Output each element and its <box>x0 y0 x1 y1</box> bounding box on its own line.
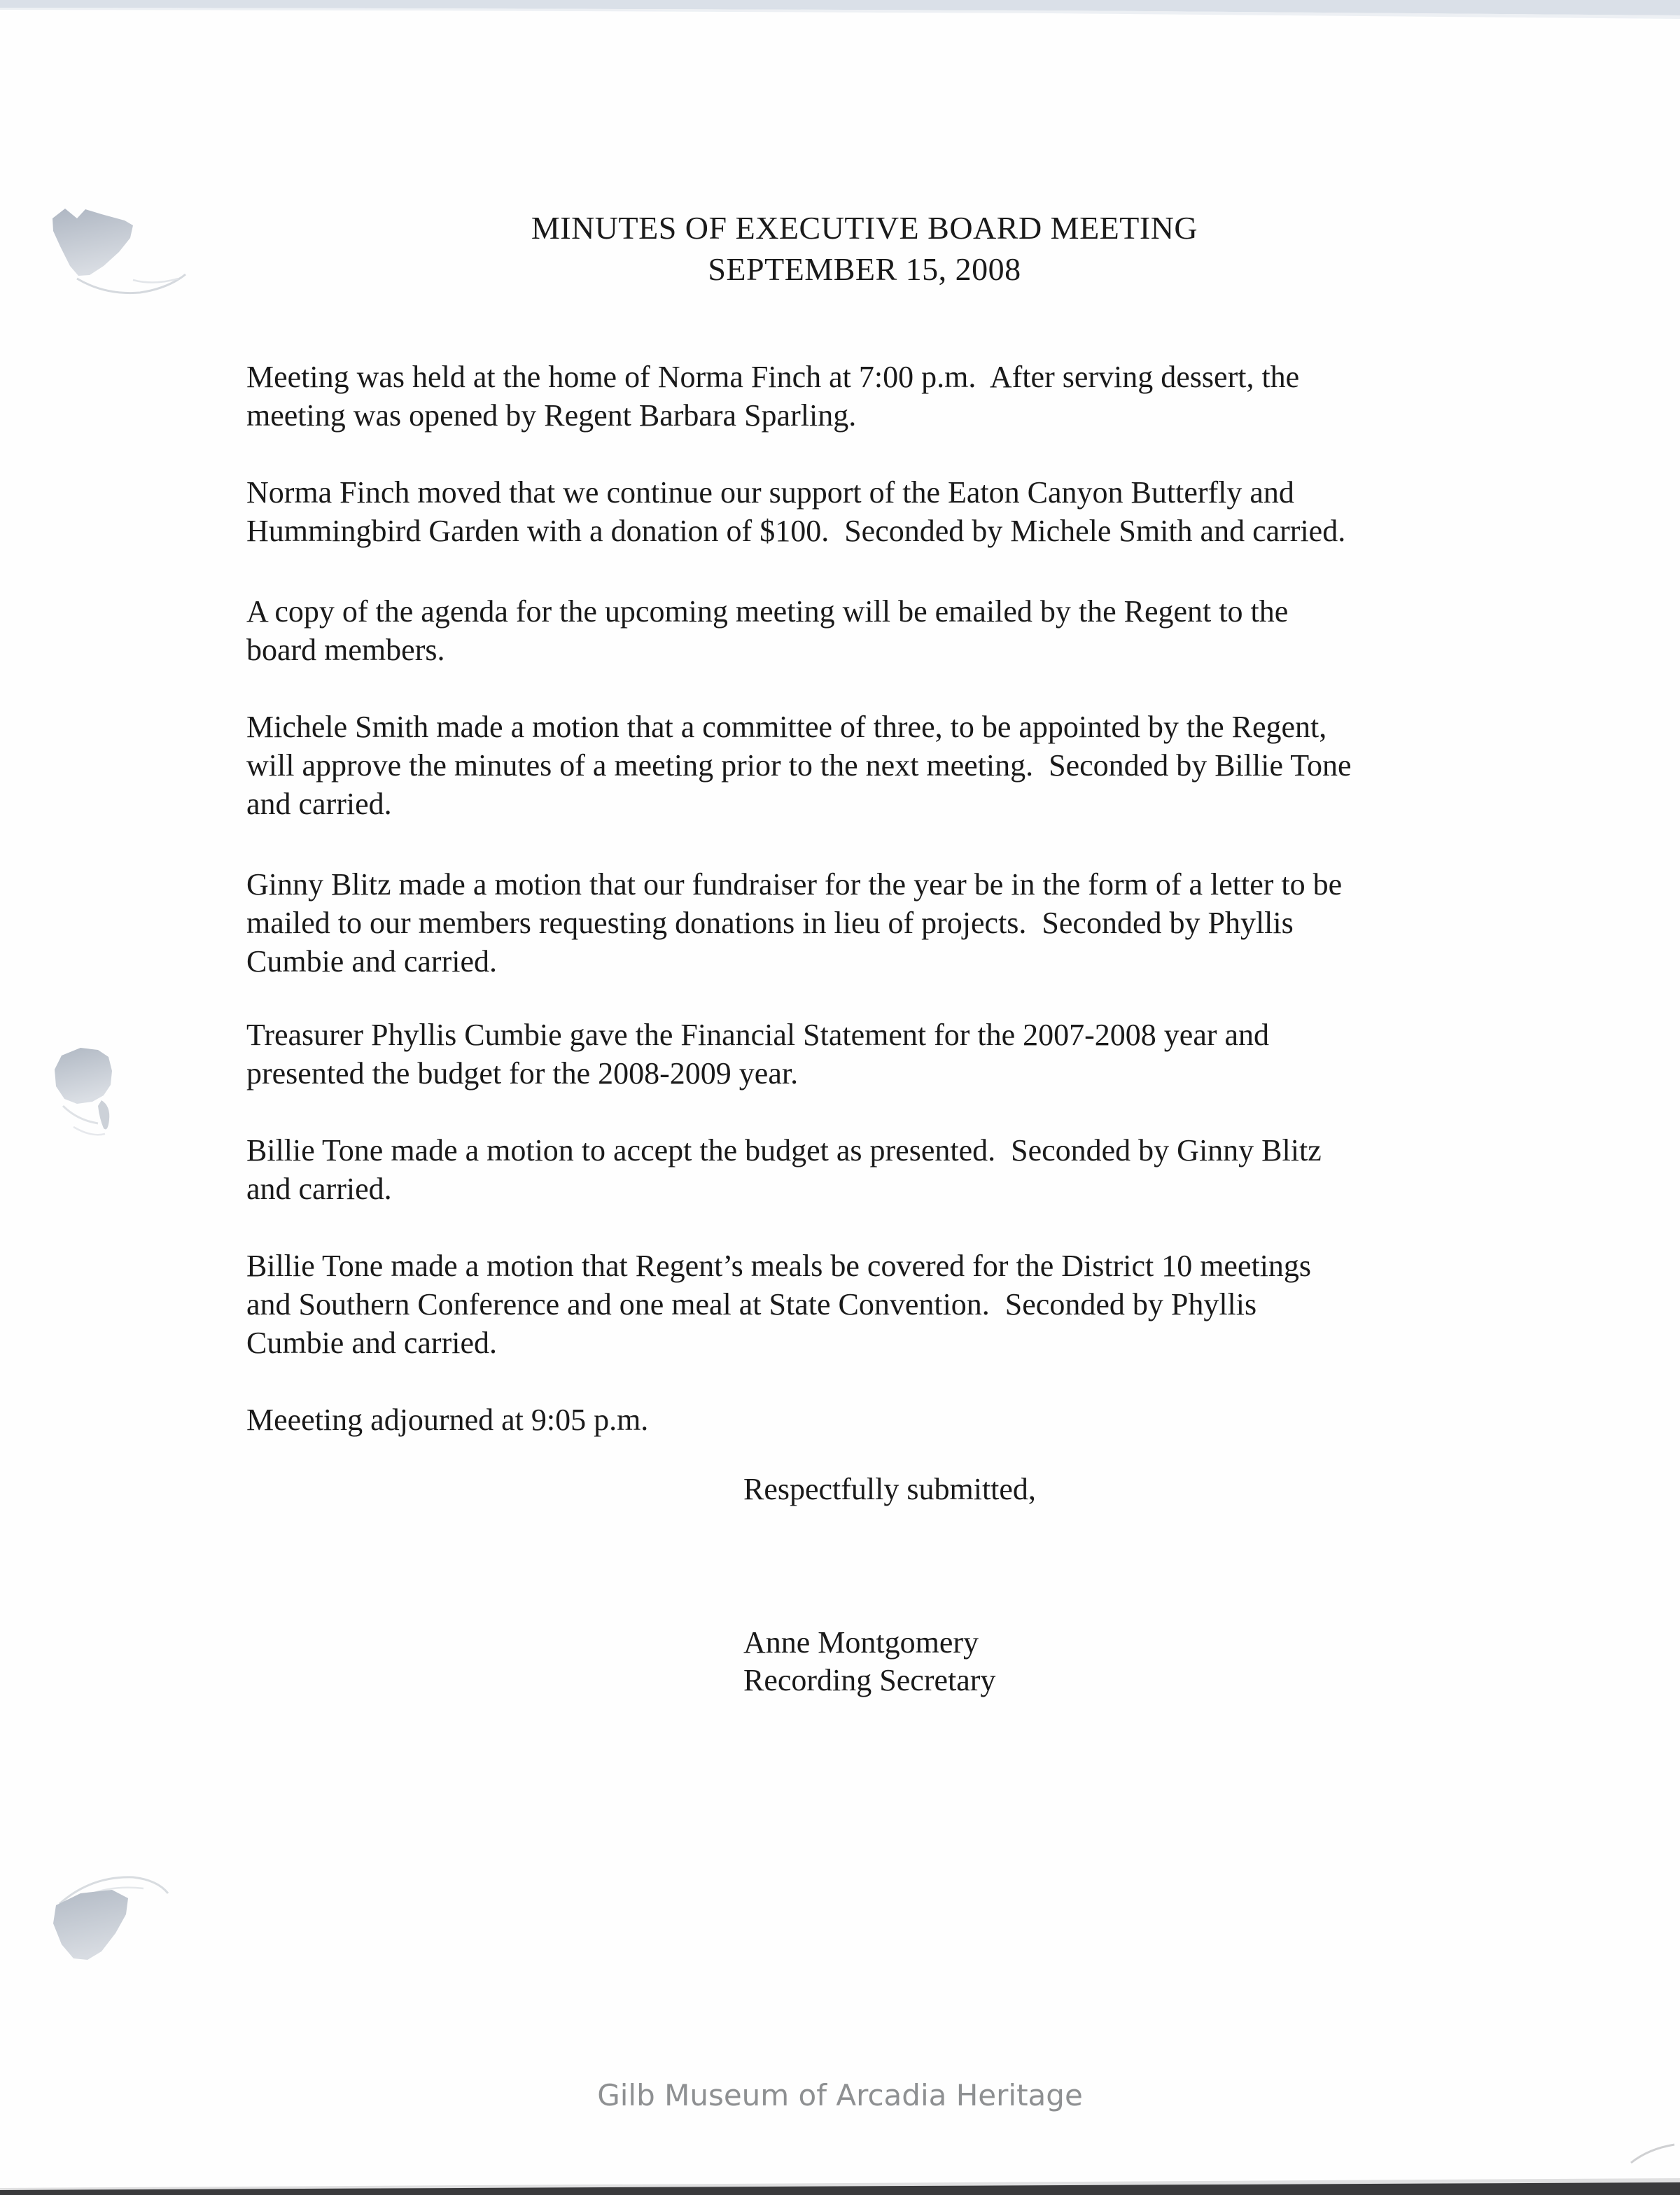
text-line: presented the budget for the 2008-2009 year. <box>246 1056 799 1091</box>
text-line: will approve the minutes of a meeting prior to the next meeting. Seconded by Billie Tone <box>246 748 1352 783</box>
text-line: mailed to our members requesting donations in lieu of projects. Seconded by Phyllis <box>246 906 1294 940</box>
paragraph-1 <box>246 358 1492 435</box>
title-line-1: MINUTES OF EXECUTIVE BOARD MEETING <box>531 210 1198 246</box>
paragraph-8 <box>246 1247 1492 1362</box>
closing-line: Respectfully submitted, <box>743 1472 1036 1506</box>
text-line: Meeeting adjourned at 9:05 p.m. <box>246 1403 649 1437</box>
punch-hole-bottom <box>28 1862 182 1981</box>
text-line: and carried. <box>246 787 392 821</box>
paragraph-5 <box>246 865 1492 981</box>
paragraph-6 <box>246 1016 1492 1093</box>
signature-name: Anne Montgomery <box>743 1625 979 1660</box>
text-line: Billie Tone made a motion that Regent’s meals be covered for the District 10 meetings <box>246 1249 1312 1283</box>
signature-block <box>743 1624 995 1699</box>
text-line: Treasurer Phyllis Cumbie gave the Financial Statement for the 2007-2008 year and <box>246 1018 1270 1052</box>
scan-edge-bottom <box>0 2135 1680 2195</box>
text-line: Michele Smith made a motion that a committee of three, to be appointed by the Regent, <box>246 710 1327 744</box>
text-line: Meeting was held at the home of Norma Finch at 7:00 p.m. After serving dessert, the <box>246 360 1300 394</box>
paragraph-4 <box>246 708 1492 823</box>
text-line: Ginny Blitz made a motion that our fundraiser for the year be in the form of a letter to be <box>246 867 1343 902</box>
text-line: board members. <box>246 633 445 667</box>
text-line: Billie Tone made a motion to accept the budget as presented. Seconded by Ginny Blitz <box>246 1133 1322 1167</box>
text-line: Cumbie and carried. <box>246 944 497 979</box>
signature-title: Recording Secretary <box>743 1663 996 1697</box>
archive-watermark: Gilb Museum of Arcadia Heritage <box>597 2078 1083 2112</box>
title-line-2: SEPTEMBER 15, 2008 <box>708 251 1021 287</box>
scan-edge-top <box>0 0 1680 21</box>
text-line: Norma Finch moved that we continue our support of the Eaton Canyon Butterfly and <box>246 475 1294 510</box>
text-line: and carried. <box>246 1172 392 1206</box>
document-title <box>24 207 1680 290</box>
text-line: A copy of the agenda for the upcoming meeting will be emailed by the Regent to the <box>246 594 1289 629</box>
text-line: and Southern Conference and one meal at State Convention. Seconded by Phyllis <box>246 1287 1257 1321</box>
paragraph-2 <box>246 473 1492 550</box>
paragraph-7 <box>246 1131 1492 1208</box>
text-line: Hummingbird Garden with a donation of $100. Seconded by Michele Smith and carried. <box>246 514 1346 548</box>
text-line: meeting was opened by Regent Barbara Sparling. <box>246 398 857 433</box>
paragraph-9 <box>246 1401 1492 1439</box>
paragraph-3 <box>246 592 1492 669</box>
text-line: Cumbie and carried. <box>246 1326 497 1360</box>
punch-hole-middle <box>35 1036 175 1169</box>
